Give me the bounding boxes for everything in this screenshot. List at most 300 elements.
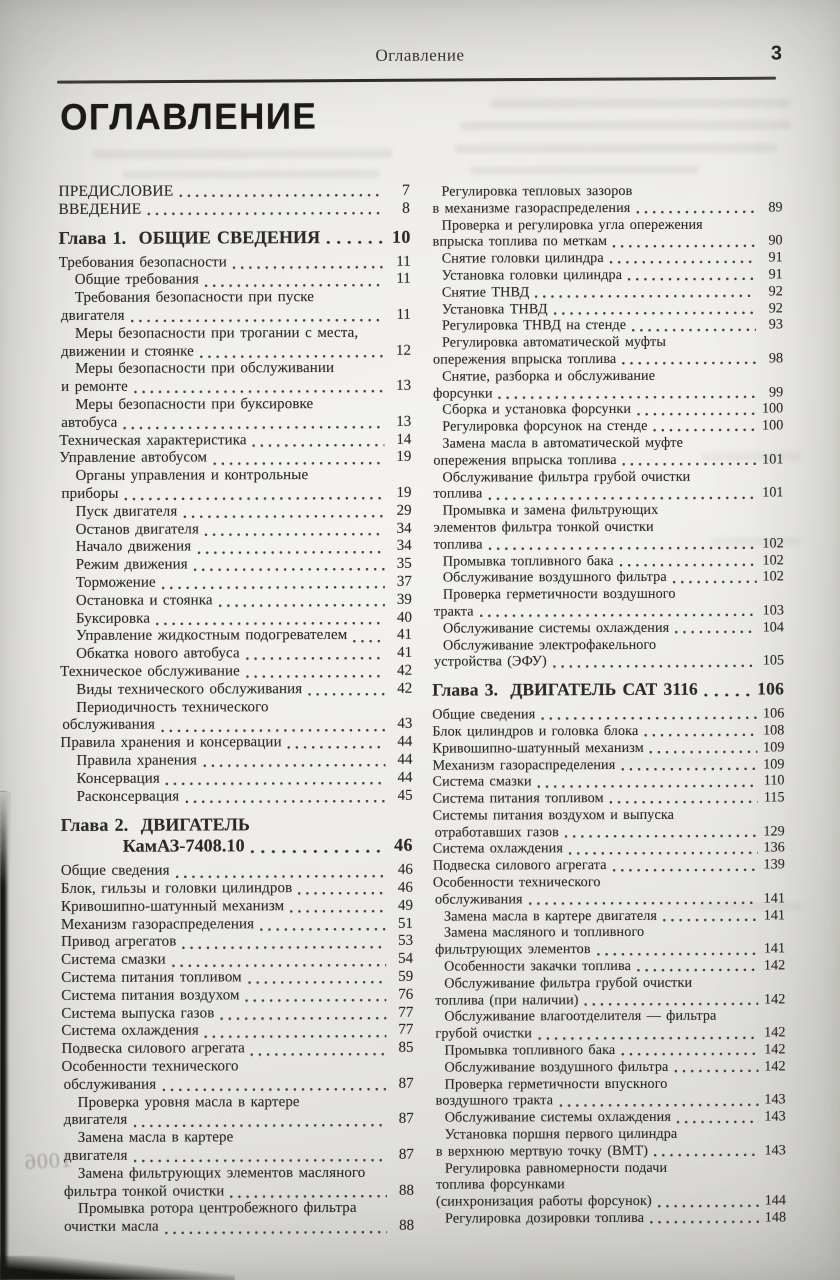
toc-entry-line	[59, 467, 411, 486]
toc-entry-line	[62, 1165, 414, 1184]
entry-text: опережения впрыска топлива	[433, 451, 617, 469]
toc-entry	[60, 502, 412, 521]
entry-page-number: 13	[396, 413, 412, 430]
entry-text: Регулировка тепловых зазоров	[441, 182, 633, 200]
entry-text: очистки масла	[64, 1218, 159, 1236]
dot-leader	[553, 664, 757, 668]
toc-entry-line	[431, 434, 783, 452]
toc-entry-line	[433, 823, 785, 841]
page-edge-fade	[0, 792, 11, 887]
entry-text: двигателя	[63, 1147, 128, 1164]
toc-entry-line	[432, 722, 784, 740]
entry-text: Пуск двигателя	[75, 503, 178, 520]
entry-page-number: 102	[762, 551, 784, 569]
entry-page-number: 19	[396, 484, 412, 501]
entry-page-number: 142	[764, 1041, 786, 1058]
entry-page-number: 92	[768, 299, 783, 317]
toc-entry-line	[431, 485, 783, 503]
entry-page-number: 98	[768, 350, 784, 367]
entry-text: Система охлаждения	[61, 1022, 199, 1040]
entry-text: обслуживания	[434, 891, 523, 908]
dot-leader	[200, 355, 384, 359]
dot-leader	[489, 547, 757, 551]
toc-entry	[433, 789, 785, 807]
entry-text: Консервация	[76, 770, 160, 787]
toc-entry-line	[434, 1109, 786, 1127]
toc-entry	[433, 907, 785, 925]
toc-entry-line	[59, 271, 411, 290]
toc-entry-line	[61, 951, 413, 970]
entry-page-number: 148	[764, 1209, 787, 1226]
entry-text: Привод агрегатов	[61, 934, 177, 951]
toc-entry	[61, 987, 413, 1006]
entry-text: Блок цилиндров и головка блока	[432, 722, 639, 740]
toc-entry	[60, 538, 412, 557]
entry-text: Механизм газораспределения	[60, 915, 255, 933]
entry-page-number: 136	[763, 839, 785, 856]
toc-entry-line	[59, 378, 411, 397]
toc-entry-line	[61, 835, 413, 857]
toc-chapter	[432, 679, 784, 701]
dot-leader	[197, 550, 384, 554]
entry-text: в верхнюю мертвую точку (ВМТ)	[435, 1142, 649, 1160]
entry-text: Требования безопасности при пуске	[74, 289, 314, 307]
entry-page-number: 109	[763, 755, 785, 772]
dot-leader	[353, 639, 385, 642]
entry-text: Регулировка автоматической муфты	[441, 333, 667, 351]
page-number: 3	[770, 42, 783, 65]
toc-entry-line	[431, 401, 783, 419]
toc-entry	[432, 502, 784, 554]
entry-page-number: 100	[761, 417, 784, 434]
show-through-number: 1006	[23, 1146, 73, 1175]
toc-entry-line	[431, 266, 783, 284]
entry-text: Особенности закачки топлива	[444, 958, 631, 975]
toc-entry-line	[60, 769, 412, 788]
entry-text: движении и стоянке	[60, 343, 194, 360]
entry-text: и ремонте	[61, 378, 128, 396]
entry-text: Кривошипно-шатунный механизм	[60, 898, 285, 915]
toc-entry-line	[58, 182, 410, 201]
toc-entry-line	[61, 1022, 413, 1041]
dot-leader	[499, 395, 757, 399]
dot-leader	[610, 261, 756, 265]
entry-page-number: 46	[394, 835, 413, 856]
toc-entry-line	[60, 663, 412, 682]
entry-text: Глава 2. ДВИГАТЕЛЬ	[60, 814, 251, 836]
entry-page-number: 101	[762, 484, 784, 501]
toc-entry	[60, 752, 412, 771]
entry-page-number: 39	[396, 591, 412, 608]
toc-entry-line	[433, 1025, 785, 1043]
entry-text: Обслуживание системы охлаждения	[444, 1109, 671, 1126]
entry-text: Обслуживание воздушного фильтра	[444, 1058, 669, 1076]
toc-entry	[431, 418, 783, 436]
entry-page-number: 14	[396, 431, 412, 448]
entry-page-number: 142	[763, 991, 786, 1008]
dot-leader	[559, 1103, 758, 1107]
entry-page-number: 110	[763, 772, 785, 789]
toc-entry	[62, 1093, 414, 1130]
dot-leader	[636, 211, 755, 214]
dot-leader	[674, 1070, 758, 1073]
entry-text: Буксировка	[75, 610, 151, 627]
entry-text: Система выпуска газов	[61, 1005, 215, 1022]
dot-leader	[253, 444, 385, 447]
entry-page-number: 29	[396, 502, 412, 519]
toc-entry-line	[431, 283, 783, 301]
toc-entry	[433, 974, 785, 1009]
toc-entry-line	[432, 535, 784, 553]
dot-leader	[220, 1017, 386, 1021]
toc-entry-line	[61, 814, 413, 836]
toc-entry-line	[432, 706, 784, 724]
toc-entry-line	[59, 324, 411, 343]
toc-entry-line	[432, 552, 784, 570]
entry-text: обслуживания	[63, 1076, 157, 1093]
toc-entry-line	[60, 680, 412, 699]
toc-entry-line	[60, 752, 412, 771]
toc-entry	[431, 334, 783, 369]
dot-leader	[569, 851, 758, 855]
toc-entry	[61, 787, 413, 806]
toc-entry	[59, 271, 411, 290]
toc-entry	[59, 360, 411, 397]
toc-entry	[432, 636, 784, 671]
entry-page-number: 87	[398, 1111, 414, 1128]
entry-text: Промывка топливного бака	[444, 1042, 616, 1059]
entry-text: Регулировка равномерности подачи	[444, 1159, 668, 1177]
toc-entry-line	[430, 199, 782, 217]
entry-text: Замена масляного и топливного	[444, 924, 645, 942]
dot-leader	[654, 429, 757, 432]
toc-entry	[432, 586, 784, 621]
toc-entry-line	[431, 384, 783, 402]
entry-page-number: 44	[397, 751, 413, 768]
toc-entry-line	[433, 1041, 785, 1059]
toc-entry-line	[433, 991, 785, 1009]
entry-text: Механизм газораспределения	[432, 756, 616, 774]
dot-leader	[251, 850, 386, 854]
toc-entry	[61, 1058, 413, 1095]
dot-leader	[194, 568, 385, 572]
toc-entry-line	[60, 591, 412, 610]
toc-entry	[430, 182, 782, 217]
dot-leader	[554, 311, 756, 315]
entry-text: в механизме газораспределения	[432, 199, 631, 217]
dot-leader	[134, 390, 384, 394]
dot-leader	[176, 874, 386, 878]
toc-entry-line	[433, 924, 785, 942]
toc-entry-line	[431, 418, 783, 436]
toc-entry-line	[61, 862, 413, 881]
dot-leader	[166, 782, 386, 786]
toc-entry-line	[59, 413, 411, 432]
toc-entry-line	[62, 1218, 414, 1237]
dot-leader	[529, 902, 758, 906]
entry-text: Замена масла в автоматической муфте	[442, 434, 684, 452]
entry-page-number: 142	[763, 957, 786, 974]
entry-text: ПРЕДИСЛОВИЕ	[58, 182, 174, 200]
toc-entry-line	[60, 734, 412, 753]
toc-entry-line	[432, 602, 784, 620]
dot-leader	[246, 999, 387, 1002]
dot-leader	[134, 1159, 387, 1163]
entry-text: топлива форсунками	[435, 1176, 565, 1194]
toc-entry	[60, 556, 412, 575]
entry-text: Обслуживание электрофакельного	[443, 636, 657, 654]
entry-text: Промывка топливного бака	[442, 552, 614, 570]
entry-page-number: 139	[763, 856, 785, 873]
toc-entry	[62, 1129, 414, 1166]
running-header: Оглавление	[375, 45, 465, 65]
entry-page-number: 13	[396, 377, 412, 394]
entry-text: Снятие головки цилиндра	[441, 250, 604, 267]
entry-page-number: 91	[768, 266, 783, 283]
entry-text: (синхронизация работы форсунок)	[435, 1193, 652, 1210]
dot-leader	[538, 1036, 758, 1040]
toc-entry	[61, 862, 413, 881]
toc-entry	[60, 698, 412, 735]
entry-page-number: 92	[768, 283, 783, 300]
entry-text: Останов двигателя	[75, 520, 199, 538]
toc-entry	[59, 467, 411, 504]
dot-leader	[538, 784, 758, 788]
entry-page-number: 40	[396, 609, 412, 626]
toc-entry-line	[431, 317, 783, 335]
toc-entry-line	[60, 520, 412, 539]
entry-text: Органы управления и контрольные	[75, 467, 309, 485]
toc-entry	[61, 1004, 413, 1023]
entry-text: Системы питания воздухом и выпуска	[432, 806, 675, 824]
toc-entry-line	[60, 574, 412, 593]
toc-entry	[431, 367, 783, 402]
dot-leader	[677, 1120, 759, 1123]
toc-entry-line	[60, 645, 412, 664]
entry-page-number: 99	[768, 383, 784, 401]
toc-entry-line	[59, 289, 411, 308]
toc-entry-line	[434, 1193, 786, 1211]
entry-page-number: 103	[762, 602, 784, 619]
dot-leader	[205, 1035, 387, 1039]
dot-leader	[613, 868, 758, 872]
entry-page-number: 87	[398, 1146, 414, 1163]
dot-leader	[541, 717, 757, 721]
dot-leader	[172, 963, 386, 967]
entry-page-number: 143	[764, 1142, 786, 1159]
entry-text: Управление жидкостным подогревателем	[75, 627, 348, 645]
entry-text: Техническое обслуживание	[60, 663, 240, 680]
toc-entry	[433, 1041, 785, 1059]
entry-page-number: 34	[396, 538, 412, 555]
dot-leader	[704, 693, 754, 697]
entry-page-number: 141	[763, 907, 786, 924]
entry-text: грубой очистки	[435, 1025, 532, 1042]
entry-page-number: 101	[762, 451, 784, 468]
entry-page-number: 11	[396, 306, 411, 323]
entry-text: Замена фильтрующих элементов масляного	[77, 1164, 366, 1182]
entry-page-number: 8	[402, 199, 411, 217]
toc-entry	[433, 924, 785, 959]
toc-entry-line	[432, 679, 784, 701]
entry-text: Система питания топливом	[432, 790, 604, 807]
toc-entry-line	[60, 627, 412, 646]
dot-leader	[205, 283, 384, 287]
toc-entry-line	[432, 518, 784, 536]
dot-leader	[162, 1088, 386, 1092]
entry-text: Проверка и регулировка угла опережения	[441, 216, 703, 234]
entry-page-number: 77	[398, 1022, 414, 1039]
toc-entry	[432, 552, 784, 570]
toc-entry-line	[59, 485, 411, 504]
entry-text: двигателя	[63, 1112, 128, 1129]
toc-entry	[60, 520, 412, 539]
toc-entry-line	[434, 1176, 786, 1194]
entry-text: приборы	[61, 485, 119, 502]
entry-text: Подвеска силового агрегата	[61, 1040, 245, 1058]
entry-text: Система смазки	[61, 951, 166, 969]
toc-entry	[434, 1159, 786, 1211]
entry-page-number: 43	[397, 716, 413, 733]
toc-entry-line	[62, 1111, 414, 1130]
toc-entry-line	[60, 609, 412, 628]
dot-leader	[248, 981, 386, 984]
entry-page-number: 141	[763, 890, 785, 907]
toc-entry-line	[62, 1076, 414, 1095]
entry-text: Обкатка нового автобуса	[76, 645, 240, 663]
entry-text: ВВЕДЕНИЕ	[58, 200, 142, 218]
toc-entry	[432, 706, 784, 724]
entry-text: воздушного тракта	[435, 1092, 554, 1110]
toc-entry-line	[431, 233, 783, 251]
toc-entry-line	[431, 468, 783, 486]
entry-page-number: 115	[763, 789, 785, 806]
toc-entry-line	[59, 342, 411, 361]
toc-entry	[61, 915, 413, 934]
entry-text: Правила хранения	[76, 752, 197, 769]
toc-entry	[61, 969, 413, 988]
entry-text: Обслуживание фильтра грубой очистки	[444, 974, 693, 992]
toc-entry-line	[433, 857, 785, 875]
dot-leader	[251, 1052, 387, 1055]
toc-entry-line	[62, 1182, 414, 1201]
entry-page-number: 102	[762, 535, 784, 552]
dot-leader	[161, 728, 385, 732]
entry-text: устройства (ЭФУ)	[434, 653, 547, 670]
dot-leader	[156, 622, 385, 626]
dot-leader	[183, 515, 384, 519]
entry-page-number: 141	[763, 940, 786, 957]
toc-entry-line	[62, 1147, 414, 1166]
toc-entry-line	[60, 716, 412, 735]
toc-entry-line	[62, 1093, 414, 1112]
entry-page-number: 42	[397, 680, 413, 697]
toc-entry	[60, 591, 412, 610]
dot-leader	[185, 800, 385, 804]
toc-entry	[434, 1075, 786, 1110]
toc-entry-line	[59, 431, 411, 450]
dot-leader	[488, 496, 756, 500]
toc-entry	[60, 734, 412, 753]
entry-text: Обслуживание влагоотделителя — фильтра	[444, 1008, 717, 1026]
toc-entry-line	[434, 1142, 786, 1160]
entry-text: Регулировка форсунок на стенде	[442, 418, 648, 435]
entry-page-number: 35	[396, 555, 412, 572]
dot-leader	[147, 212, 383, 216]
entry-text: Меры безопасности при обслуживании	[75, 360, 335, 378]
entry-text: Блок, гильзы и головки цилиндров	[60, 880, 293, 898]
entry-text: фильтра тонкой очистки	[63, 1183, 225, 1200]
toc-entry-line	[61, 787, 413, 806]
toc-entry	[58, 182, 410, 201]
entry-text: Режим движения	[75, 556, 188, 574]
entry-text: двигателя	[60, 307, 125, 324]
toc-entry	[433, 1058, 785, 1076]
toc-entry	[59, 396, 411, 433]
toc-entry-line	[60, 698, 412, 717]
header-rule	[57, 77, 776, 84]
show-through-ghost	[455, 143, 777, 153]
entry-text: Проверка герметичности впускного	[444, 1075, 668, 1093]
entry-page-number: 108	[763, 722, 785, 739]
entry-page-number: 142	[764, 1024, 786, 1041]
toc-entry-line	[59, 449, 411, 468]
entry-text: Кривошипно-шатунный механизм	[432, 739, 644, 757]
entry-text: Промывка и замена фильтрующих	[442, 501, 659, 519]
entry-text: Требования безопасности	[58, 253, 227, 271]
dot-leader	[182, 946, 386, 950]
toc-entry-line	[432, 619, 784, 637]
entry-text: Промывка ротора центробежного фильтра	[77, 1200, 357, 1218]
dot-leader	[622, 362, 756, 365]
entry-text: Замена масла в картере двигателя	[443, 907, 658, 925]
entry-text: Общие требования	[74, 271, 199, 289]
toc-entry-line	[58, 200, 410, 219]
toc-entry	[432, 756, 784, 774]
entry-page-number: 106	[757, 678, 785, 699]
toc-entry	[60, 627, 412, 646]
toc-entry-line	[434, 1092, 786, 1110]
toc-entry	[60, 645, 412, 664]
entry-text: Замена масла в картере	[77, 1129, 234, 1147]
dot-leader	[246, 657, 385, 660]
entry-text: отработавших газов	[434, 823, 559, 841]
entry-text: Снятие, разборка и обслуживание	[442, 367, 656, 385]
dot-leader	[298, 892, 386, 895]
toc-entry	[61, 933, 413, 952]
toc-entry-line	[430, 182, 782, 200]
toc-entry	[60, 609, 412, 628]
entry-text: форсунки	[433, 384, 493, 402]
entry-page-number: 142	[764, 1058, 786, 1075]
toc-entry	[431, 283, 783, 301]
toc-entry	[432, 739, 784, 757]
show-through-ghost	[490, 98, 790, 108]
entry-text: Общие сведения	[60, 862, 170, 880]
toc-entry	[61, 898, 413, 917]
entry-page-number: 46	[397, 879, 413, 896]
toc-entry-line	[432, 756, 784, 774]
entry-page-number: 12	[395, 342, 412, 359]
toc-entry	[431, 468, 783, 503]
entry-page-number: 87	[398, 1075, 414, 1092]
toc-entry-line	[434, 1075, 786, 1093]
entry-text: элементов фильтра тонкой очистки	[433, 518, 654, 536]
dot-leader	[620, 563, 757, 566]
entry-text: Обслуживание системы охлаждения	[442, 619, 670, 637]
entry-text: Торможение	[75, 574, 156, 591]
show-through-ghost	[92, 149, 392, 159]
